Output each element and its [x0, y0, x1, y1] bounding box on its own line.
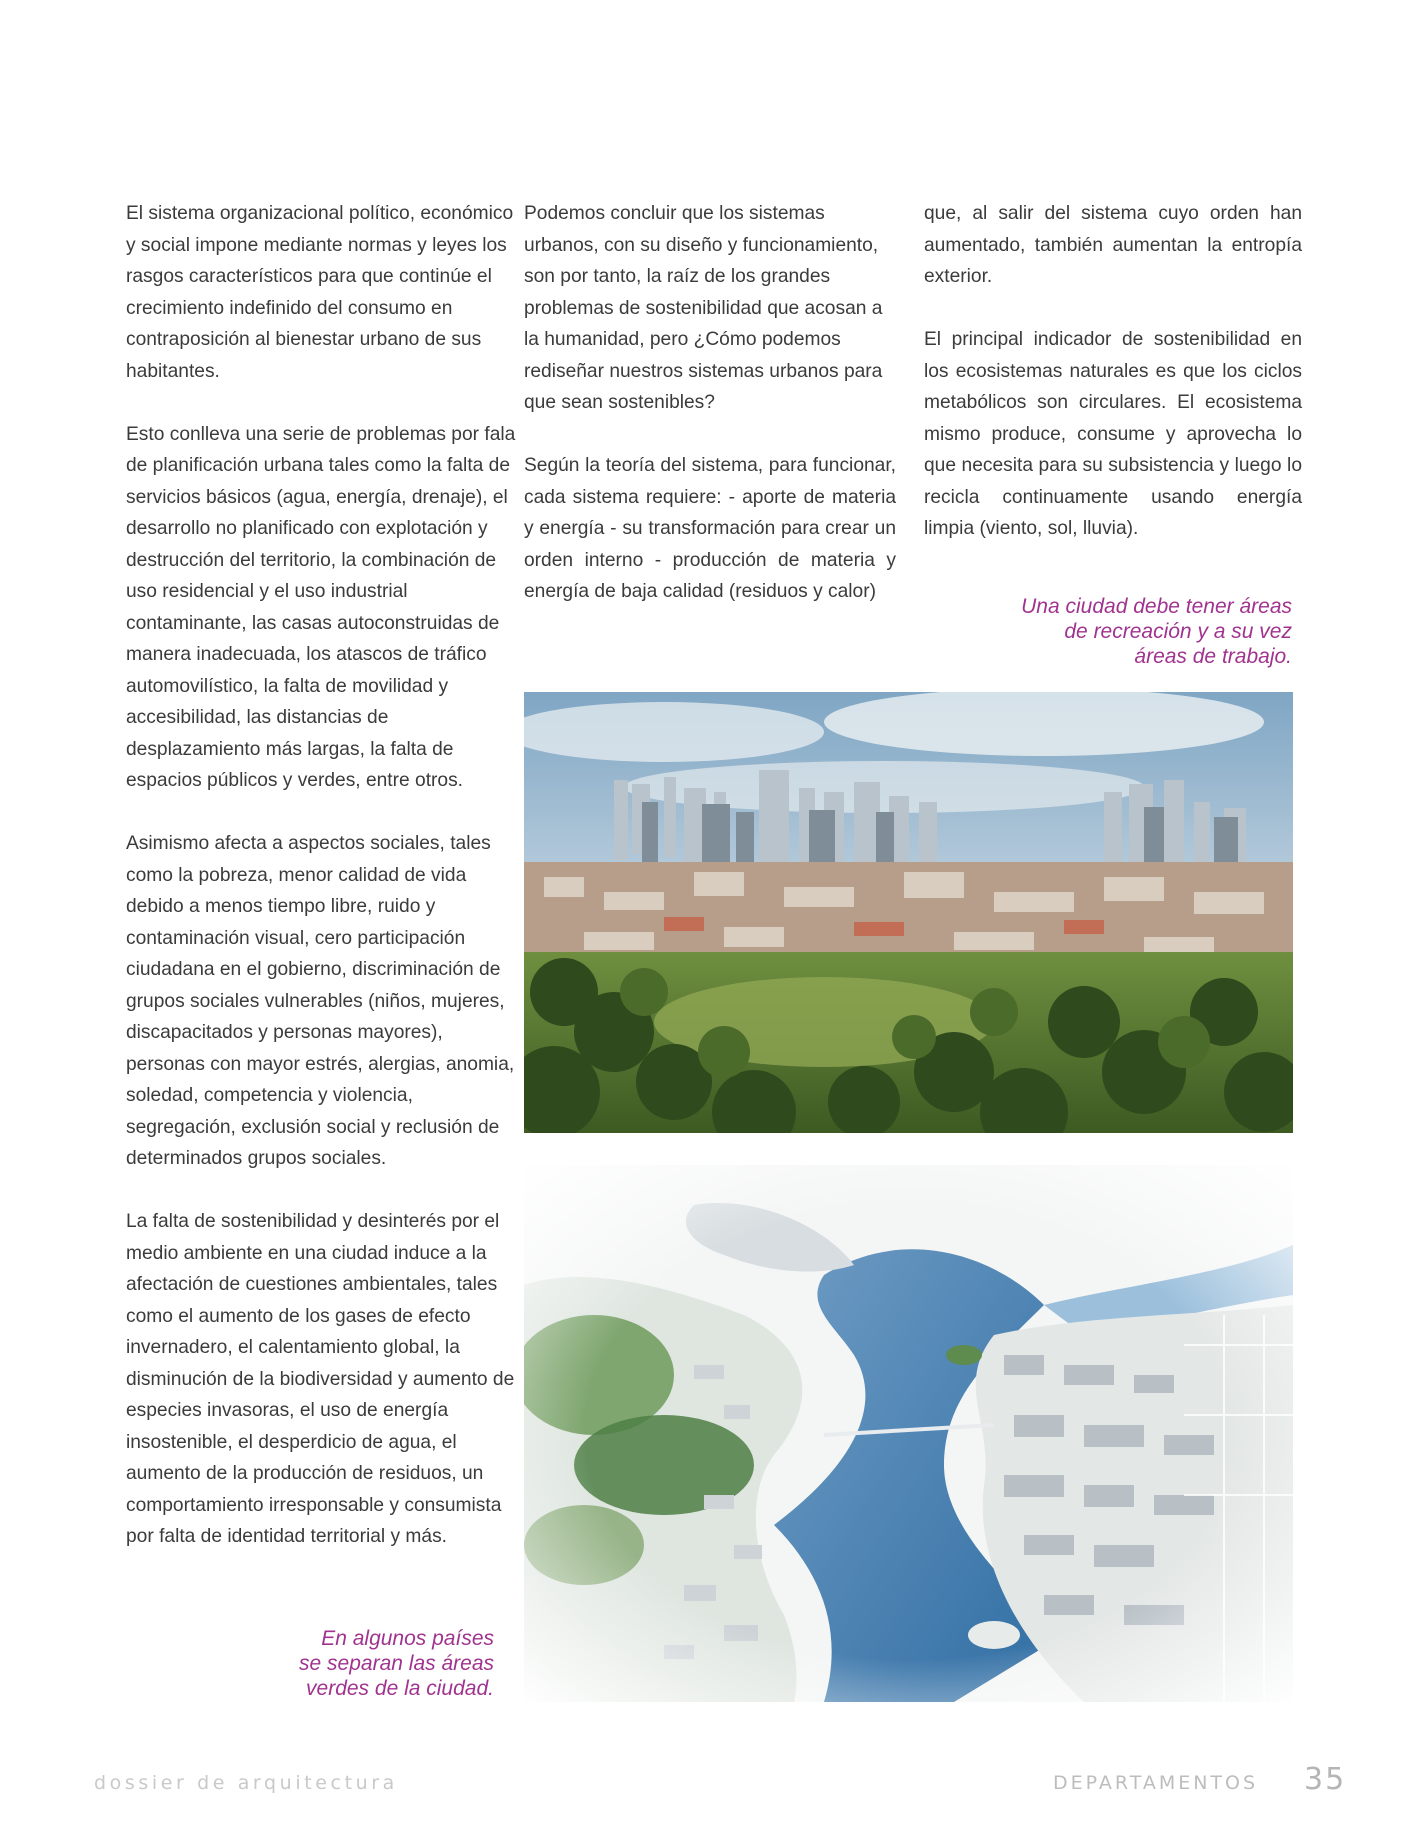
caption-line: verdes de la ciudad.: [306, 1677, 494, 1700]
article-column-right: [924, 198, 1302, 545]
article-column-left: [126, 198, 516, 1553]
city-aerial-photo: [524, 692, 1293, 1133]
paragraph: Asimismo afecta a aspectos sociales, tales como la pobreza, menor calidad de vida debido a menos tiempo libre, ruido y contaminación visual, cero participación ciudadana en el gobierno, discriminación de grupos sociales vulnerables (niños, mujeres, discapacitados y personas mayores), personas con mayor estrés, alergias, anomia, soledad, competencia y violencia, segregación, exclusión social y reclusión de determinados grupos sociales.: [126, 833, 515, 1169]
caption-line: se separan las áreas: [299, 1652, 494, 1675]
caption-line: de recreación y a su vez: [1064, 620, 1292, 643]
paragraph: La falta de sostenibilidad y desinterés por el medio ambiente en una ciudad induce a la afectación de cuestiones ambientales, tales como el aumento de los gases de efecto invernadero, el calentamiento global, la disminución de la biodiversidad y aumento de especies invasoras, el uso de energía insostenible, el desperdicio de agua, el aumento de la producción de residuos, un comportamiento irresponsable y consumista por falta de identidad territorial y más.: [126, 1211, 515, 1547]
paragraph: Esto conlleva una serie de problemas por fala de planificación urbana tales como la falta de servicios básicos (agua, energía, drenaje), el desarrollo no planificado con explotación y destrucción del territorio, la combinación de uso residencial y el uso industrial contaminante, las casas autoconstruidas de manera inadecuada, los atascos de tráfico automovilístico, la falta de movilidad y accesibilidad, las distancias de desplazamiento más largas, la falta de espacios públicos y verdes, entre otros.: [126, 423, 516, 791]
paragraph: El principal indicador de sostenibilidad en los ecosistemas naturales es que los ciclos metabólicos son circulares. El ecosistema mismo produce, consume y aprovecha lo que necesita para su subsistencia y luego lo recicla continuamente usando energía limpia (viento, sol, lluvia).: [924, 329, 1302, 539]
urban-plan-rendering: [524, 1165, 1293, 1702]
article-column-middle: [524, 198, 896, 608]
paragraph: que, al salir del sistema cuyo orden han aumentado, también aumentan la entropía exterior.: [924, 203, 1302, 287]
photo-caption-top: [952, 594, 1292, 669]
caption-line: Una ciudad debe tener áreas: [1021, 595, 1292, 618]
caption-line: En algunos países: [321, 1627, 494, 1650]
publication-name: dossier de arquitectura: [94, 1772, 398, 1794]
caption-line: áreas de trabajo.: [1134, 645, 1292, 668]
paragraph: Según la teoría del sistema, para funcionar, cada sistema requiere: - aporte de materia y energía - su transformación para crear un orden interno - producción de materia y energía de baja calidad (residuos y calor): [524, 455, 896, 602]
paragraph: El sistema organizacional político, económico y social impone mediante normas y leyes los rasgos característicos para que continúe el crecimiento indefinido del consumo en contraposición al bienestar urbano de sus habitantes.: [126, 203, 514, 382]
paragraph: Podemos concluir que los sistemas urbanos, con su diseño y funcionamiento, son por tanto, la raíz de los grandes problemas de sostenibilidad que acosan a la humanidad, pero ¿Cómo podemos rediseñar nuestros sistemas urbanos para que sean sostenibles?: [524, 203, 883, 413]
section-name: DEPARTAMENTOS: [1053, 1772, 1259, 1794]
page-number: 35: [1304, 1762, 1347, 1797]
photo-caption-bottom: [250, 1626, 494, 1701]
